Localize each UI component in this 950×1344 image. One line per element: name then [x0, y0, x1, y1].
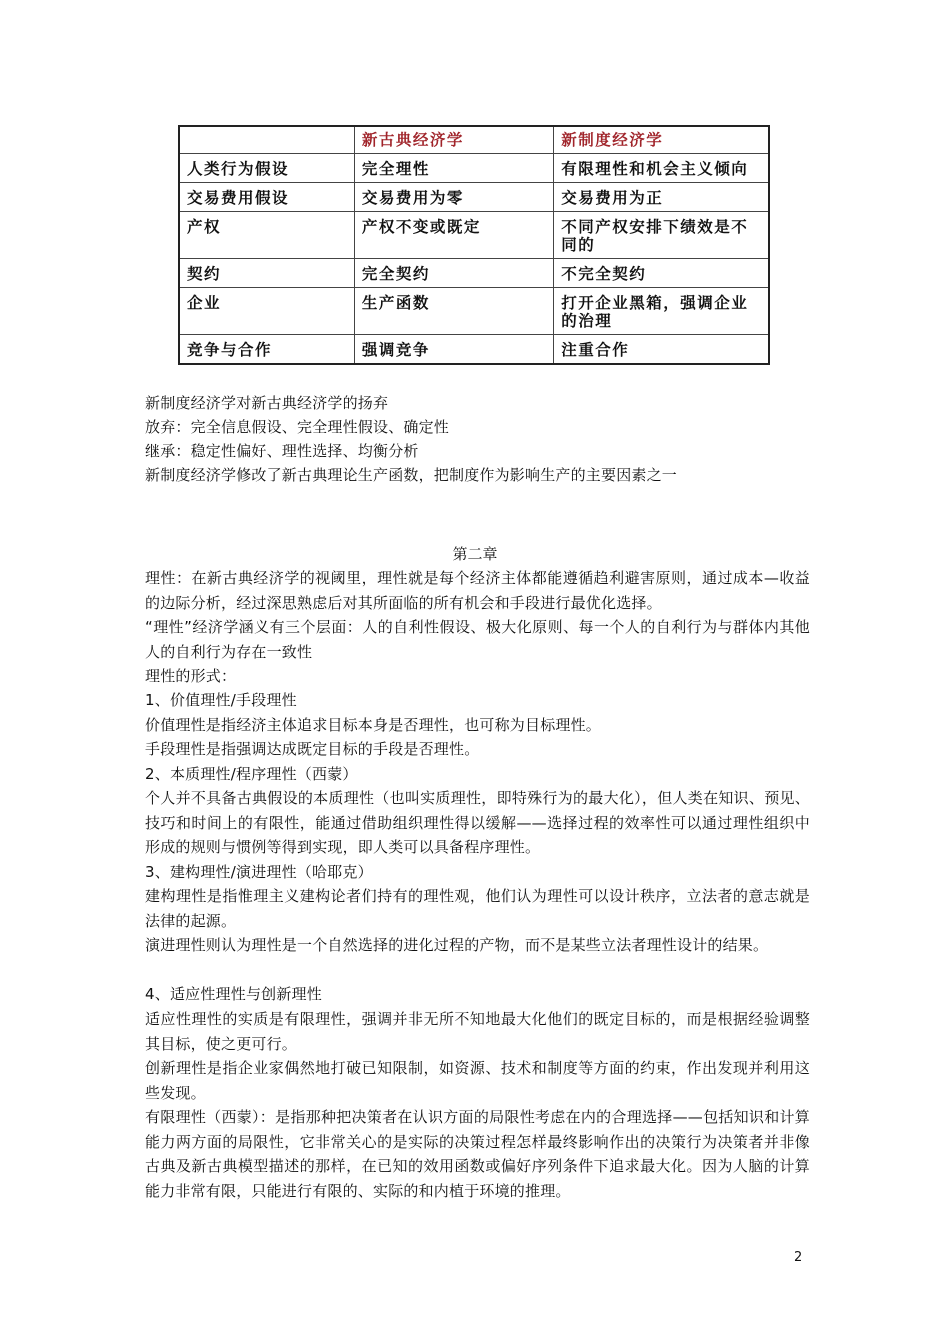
table-row [179, 212, 769, 259]
section-heading-4: 4、适应性理性与创新理性 [145, 985, 322, 1003]
paragraph-constructive-rationality: 建构理性是指惟理主义建构论者们持有的理性观，他们认为理性可以设计秩序，立法者的意志就是法律的起源。 [145, 887, 810, 930]
table-cell: 产权 [179, 212, 354, 259]
page-number: 2 [794, 1250, 803, 1265]
table-row [179, 335, 769, 365]
table-cell: 不完全契约 [554, 259, 769, 288]
table-cell: 不同产权安排下绩效是不同的 [554, 212, 769, 259]
table-cell: 打开企业黑箱，强调企业的治理 [554, 288, 769, 335]
table-cell: 强调竞争 [354, 335, 553, 365]
table-cell: 有限理性和机会主义倾向 [554, 154, 769, 183]
paragraph-procedural-rationality: 个人并不具备古典假设的本质理性（也叫实质理性，即特殊行为的最大化），但人类在知识、预见、技巧和时间上的有限性，能通过借助组织理性得以缓解——选择过程的效率性可以通过理性组织中形成的规则与惯例等得到实现，即人类可以具备程序理性。 [145, 789, 810, 856]
paragraph-value-rationality: 价值理性是指经济主体追求目标本身是否理性，也可称为目标理性。 [145, 716, 602, 734]
table-header-row [179, 126, 769, 154]
intro-line-4: 新制度经济学修改了新古典理论生产函数，把制度作为影响生产的主要因素之一 [145, 466, 678, 484]
paragraph-rationality-layers: “理性”经济学涵义有三个层面：人的自利性假设、极大化原则、每一个人的自利行为与群体内其他人的自利行为存在一致性 [145, 618, 810, 661]
table-header-cell: 新古典经济学 [354, 126, 553, 154]
table-cell: 注重合作 [554, 335, 769, 365]
table-cell: 完全契约 [354, 259, 553, 288]
table-cell: 契约 [179, 259, 354, 288]
paragraph-bounded-rationality: 有限理性（西蒙）：是指那种把决策者在认识方面的局限性考虑在内的合理选择——包括知识和计算能力两方面的局限性，它非常关心的是实际的决策过程怎样最终影响作出的决策行为决策者并非像古典及新古典模型描述的那样，在已知的效用函数或偏好序列条件下追求最大化。因为人脑的计算能力非常有限，只能进行有限的、实际的和内植于环境的推理。 [145, 1108, 810, 1200]
table-cell: 人类行为假设 [179, 154, 354, 183]
table-cell: 完全理性 [354, 154, 553, 183]
paragraph-forms-heading: 理性的形式： [145, 667, 237, 685]
paragraph-adaptive-rationality: 适应性理性的实质是有限理性，强调并非无所不知地最大化他们的既定目标的，而是根据经验调整其目标，使之更可行。 [145, 1010, 810, 1053]
paragraph-rationality-definition: 理性：在新古典经济学的视阈里，理性就是每个经济主体都能遵循趋利避害原则，通过成本—收益的边际分析，经过深思熟虑后对其所面临的所有机会和手段进行最优化选择。 [145, 569, 810, 612]
paragraph-innovative-rationality: 创新理性是指企业家偶然地打破已知限制，如资源、技术和制度等方面的约束，作出发现并利用这些发现。 [145, 1059, 810, 1102]
table-header-cell: 新制度经济学 [554, 126, 769, 154]
section-heading-1: 1、价值理性/手段理性 [145, 691, 297, 709]
table-cell: 交易费用为零 [354, 183, 553, 212]
paragraph-instrumental-rationality: 手段理性是指强调达成既定目标的手段是否理性。 [145, 740, 480, 758]
table-cell: 交易费用假设 [179, 183, 354, 212]
section-heading-2: 2、本质理性/程序理性（西蒙） [145, 765, 358, 783]
intro-line-1: 新制度经济学对新古典经济学的扬弃 [145, 394, 389, 412]
table-cell: 竞争与合作 [179, 335, 354, 365]
table-row [179, 183, 769, 212]
section-heading-3: 3、建构理性/演进理性（哈耶克） [145, 863, 373, 881]
table-cell: 企业 [179, 288, 354, 335]
table-cell: 生产函数 [354, 288, 553, 335]
chapter-heading: 第二章 [452, 545, 498, 563]
paragraph-evolutionary-rationality: 演进理性则认为理性是一个自然选择的进化过程的产物，而不是某些立法者理性设计的结果。 [145, 936, 769, 954]
table-row [179, 288, 769, 335]
table-cell: 产权不变或既定 [354, 212, 553, 259]
comparison-table [178, 125, 770, 365]
intro-line-2: 放弃：完全信息假设、完全理性假设、确定性 [145, 418, 450, 436]
table-row [179, 154, 769, 183]
intro-line-3: 继承：稳定性偏好、理性选择、均衡分析 [145, 442, 419, 460]
table-cell: 交易费用为正 [554, 183, 769, 212]
table-header-cell [179, 126, 354, 154]
table-row [179, 259, 769, 288]
